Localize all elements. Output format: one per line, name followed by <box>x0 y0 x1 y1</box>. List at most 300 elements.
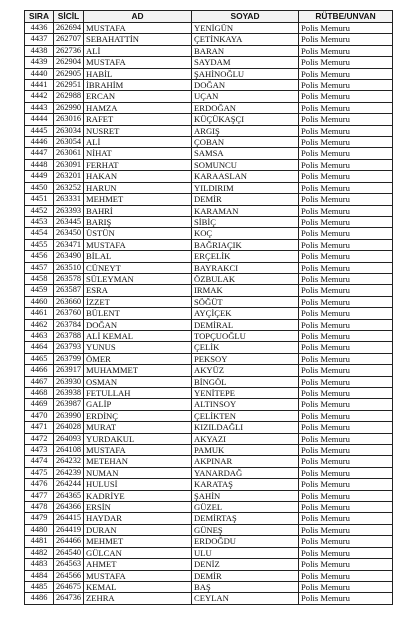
cell-rutbe: Polis Memuru <box>299 513 393 524</box>
cell-rutbe: Polis Memuru <box>299 57 393 68</box>
table-row <box>25 262 393 273</box>
cell-rutbe: Polis Memuru <box>299 125 393 136</box>
cell-ad: ERSİN <box>84 502 192 513</box>
cell-sicil: 264736 <box>54 593 84 604</box>
table-row <box>25 114 393 125</box>
cell-soyad: DEMİR <box>192 570 299 581</box>
cell-sicil: 263987 <box>54 399 84 410</box>
table-row <box>25 342 393 353</box>
cell-sira: 4472 <box>25 433 54 444</box>
table-row <box>25 456 393 467</box>
table-row <box>25 285 393 296</box>
cell-ad: METEHAN <box>84 456 192 467</box>
table-row <box>25 171 393 182</box>
cell-sicil: 263450 <box>54 228 84 239</box>
cell-rutbe: Polis Memuru <box>299 376 393 387</box>
cell-soyad: ULU <box>192 547 299 558</box>
cell-soyad: KIZILDAĞLI <box>192 422 299 433</box>
cell-sicil: 264108 <box>54 445 84 456</box>
cell-soyad: AKYÜZ <box>192 365 299 376</box>
cell-soyad: ALTINSOY <box>192 399 299 410</box>
cell-ad: BİLAL <box>84 251 192 262</box>
cell-sicil: 264365 <box>54 490 84 501</box>
cell-sira: 4460 <box>25 296 54 307</box>
cell-ad: İZZET <box>84 296 192 307</box>
cell-sira: 4476 <box>25 479 54 490</box>
cell-sira: 4462 <box>25 319 54 330</box>
cell-ad: CÜNEYT <box>84 262 192 273</box>
cell-soyad: SOMUNCU <box>192 159 299 170</box>
table-row <box>25 239 393 250</box>
cell-soyad: KARATAŞ <box>192 479 299 490</box>
cell-sira: 4448 <box>25 159 54 170</box>
cell-ad: AHMET <box>84 559 192 570</box>
cell-rutbe: Polis Memuru <box>299 216 393 227</box>
cell-ad: MUSTAFA <box>84 445 192 456</box>
cell-sicil: 264540 <box>54 547 84 558</box>
cell-rutbe: Polis Memuru <box>299 445 393 456</box>
cell-soyad: ÇELİKTEN <box>192 410 299 421</box>
cell-soyad: ÇELİK <box>192 342 299 353</box>
header-ad: AD <box>84 11 192 23</box>
cell-rutbe: Polis Memuru <box>299 570 393 581</box>
cell-rutbe: Polis Memuru <box>299 502 393 513</box>
cell-sira: 4485 <box>25 581 54 592</box>
cell-rutbe: Polis Memuru <box>299 319 393 330</box>
cell-rutbe: Polis Memuru <box>299 45 393 56</box>
cell-sicil: 264466 <box>54 536 84 547</box>
table-row <box>25 513 393 524</box>
cell-ad: NİHAT <box>84 148 192 159</box>
cell-soyad: AKPINAR <box>192 456 299 467</box>
cell-soyad: ÇOBAN <box>192 137 299 148</box>
cell-sicil: 263445 <box>54 216 84 227</box>
cell-ad: İBRAHİM <box>84 80 192 91</box>
cell-rutbe: Polis Memuru <box>299 205 393 216</box>
table-row <box>25 182 393 193</box>
table-row <box>25 467 393 478</box>
cell-ad: HULUSİ <box>84 479 192 490</box>
cell-ad: ALİ <box>84 137 192 148</box>
cell-sira: 4480 <box>25 524 54 535</box>
cell-soyad: ŞAHİNOĞLU <box>192 68 299 79</box>
cell-sicil: 263784 <box>54 319 84 330</box>
cell-sicil: 263061 <box>54 148 84 159</box>
cell-soyad: BAŞ <box>192 581 299 592</box>
cell-sicil: 263393 <box>54 205 84 216</box>
cell-soyad: BİNGÖL <box>192 376 299 387</box>
cell-ad: ÜSTÜN <box>84 228 192 239</box>
cell-ad: ALİ <box>84 45 192 56</box>
cell-soyad: BARAN <box>192 45 299 56</box>
cell-rutbe: Polis Memuru <box>299 422 393 433</box>
cell-ad: SEBAHATTİN <box>84 34 192 45</box>
cell-sira: 4461 <box>25 308 54 319</box>
cell-rutbe: Polis Memuru <box>299 251 393 262</box>
cell-ad: MUSTAFA <box>84 239 192 250</box>
cell-rutbe: Polis Memuru <box>299 388 393 399</box>
cell-ad: DURAN <box>84 524 192 535</box>
cell-sicil: 262736 <box>54 45 84 56</box>
cell-sira: 4440 <box>25 68 54 79</box>
cell-ad: ÖMER <box>84 353 192 364</box>
table-row <box>25 399 393 410</box>
cell-sicil: 264239 <box>54 467 84 478</box>
cell-ad: MURAT <box>84 422 192 433</box>
cell-soyad: AYÇİÇEK <box>192 308 299 319</box>
cell-ad: HAYDAR <box>84 513 192 524</box>
cell-sira: 4447 <box>25 148 54 159</box>
cell-soyad: SAYDAM <box>192 57 299 68</box>
cell-ad: HAMZA <box>84 102 192 113</box>
cell-rutbe: Polis Memuru <box>299 308 393 319</box>
cell-sicil: 263091 <box>54 159 84 170</box>
cell-rutbe: Polis Memuru <box>299 399 393 410</box>
cell-sicil: 262707 <box>54 34 84 45</box>
cell-soyad: TOPÇUOĞLU <box>192 330 299 341</box>
cell-sicil: 263793 <box>54 342 84 353</box>
cell-soyad: KÜÇÜKAŞÇI <box>192 114 299 125</box>
cell-sicil: 263917 <box>54 365 84 376</box>
table-row <box>25 319 393 330</box>
cell-ad: ESRA <box>84 285 192 296</box>
cell-soyad: SİBİÇ <box>192 216 299 227</box>
cell-ad: ERCAN <box>84 91 192 102</box>
cell-soyad: UÇAN <box>192 91 299 102</box>
personnel-table <box>24 10 393 605</box>
header-rutbe-unvan: RÜTBE/UNVAN <box>299 11 393 23</box>
table-row <box>25 353 393 364</box>
cell-soyad: YENİGÜN <box>192 23 299 34</box>
cell-soyad: SAMSA <box>192 148 299 159</box>
cell-ad: NUSRET <box>84 125 192 136</box>
cell-ad: ERDİNÇ <box>84 410 192 421</box>
cell-rutbe: Polis Memuru <box>299 593 393 604</box>
cell-sira: 4449 <box>25 171 54 182</box>
cell-rutbe: Polis Memuru <box>299 68 393 79</box>
cell-rutbe: Polis Memuru <box>299 80 393 91</box>
cell-sira: 4451 <box>25 194 54 205</box>
cell-rutbe: Polis Memuru <box>299 296 393 307</box>
cell-soyad: KARAMAN <box>192 205 299 216</box>
table-row <box>25 433 393 444</box>
cell-sicil: 263990 <box>54 410 84 421</box>
table-row <box>25 308 393 319</box>
table-row <box>25 490 393 501</box>
cell-ad: GÜLCAN <box>84 547 192 558</box>
cell-sicil: 263578 <box>54 273 84 284</box>
table-row <box>25 330 393 341</box>
cell-ad: YURDAKUL <box>84 433 192 444</box>
cell-ad: BARIŞ <box>84 216 192 227</box>
cell-soyad: ÖZBULAK <box>192 273 299 284</box>
table-row <box>25 570 393 581</box>
cell-sira: 4441 <box>25 80 54 91</box>
table-row <box>25 205 393 216</box>
cell-ad: HAKAN <box>84 171 192 182</box>
cell-sira: 4482 <box>25 547 54 558</box>
cell-sira: 4475 <box>25 467 54 478</box>
cell-sira: 4469 <box>25 399 54 410</box>
cell-sira: 4470 <box>25 410 54 421</box>
cell-rutbe: Polis Memuru <box>299 559 393 570</box>
cell-sira: 4467 <box>25 376 54 387</box>
cell-sira: 4477 <box>25 490 54 501</box>
table-row <box>25 80 393 91</box>
cell-sira: 4450 <box>25 182 54 193</box>
table-row <box>25 445 393 456</box>
cell-sira: 4471 <box>25 422 54 433</box>
cell-soyad: KOÇ <box>192 228 299 239</box>
cell-sicil: 264366 <box>54 502 84 513</box>
cell-rutbe: Polis Memuru <box>299 342 393 353</box>
cell-sicil: 263471 <box>54 239 84 250</box>
table-row <box>25 194 393 205</box>
cell-sira: 4454 <box>25 228 54 239</box>
cell-sicil: 262905 <box>54 68 84 79</box>
header-sicil: SİCİL <box>54 11 84 23</box>
table-row <box>25 216 393 227</box>
cell-sira: 4438 <box>25 45 54 56</box>
cell-sira: 4486 <box>25 593 54 604</box>
cell-soyad: PAMUK <box>192 445 299 456</box>
cell-sicil: 262988 <box>54 91 84 102</box>
cell-rutbe: Polis Memuru <box>299 148 393 159</box>
cell-rutbe: Polis Memuru <box>299 102 393 113</box>
cell-sicil: 263331 <box>54 194 84 205</box>
cell-soyad: ÇETİNKAYA <box>192 34 299 45</box>
cell-sicil: 263054 <box>54 137 84 148</box>
cell-soyad: DENİZ <box>192 559 299 570</box>
cell-sira: 4453 <box>25 216 54 227</box>
cell-sira: 4455 <box>25 239 54 250</box>
cell-ad: KADRİYE <box>84 490 192 501</box>
cell-rutbe: Polis Memuru <box>299 23 393 34</box>
cell-soyad: YILDIRIM <box>192 182 299 193</box>
cell-soyad: DEMİR <box>192 194 299 205</box>
cell-sira: 4465 <box>25 353 54 364</box>
cell-sira: 4452 <box>25 205 54 216</box>
cell-sira: 4445 <box>25 125 54 136</box>
cell-ad: MUSTAFA <box>84 57 192 68</box>
cell-soyad: ARGIŞ <box>192 125 299 136</box>
cell-soyad: DOĞAN <box>192 80 299 91</box>
cell-rutbe: Polis Memuru <box>299 239 393 250</box>
cell-sicil: 264415 <box>54 513 84 524</box>
cell-rutbe: Polis Memuru <box>299 34 393 45</box>
cell-soyad: CEYLAN <box>192 593 299 604</box>
cell-sicil: 262990 <box>54 102 84 113</box>
table-row <box>25 91 393 102</box>
cell-soyad: KARAASLAN <box>192 171 299 182</box>
table-row <box>25 422 393 433</box>
cell-sira: 4468 <box>25 388 54 399</box>
cell-soyad: DEMİRTAŞ <box>192 513 299 524</box>
table-row <box>25 34 393 45</box>
cell-sira: 4464 <box>25 342 54 353</box>
cell-rutbe: Polis Memuru <box>299 273 393 284</box>
cell-ad: MUSTAFA <box>84 570 192 581</box>
cell-sicil: 263799 <box>54 353 84 364</box>
cell-ad: HABİL <box>84 68 192 79</box>
cell-sicil: 262951 <box>54 80 84 91</box>
cell-soyad: YENİTEPE <box>192 388 299 399</box>
cell-soyad: PEKSOY <box>192 353 299 364</box>
cell-ad: MUSTAFA <box>84 23 192 34</box>
cell-sicil: 263930 <box>54 376 84 387</box>
cell-soyad: GÜZEL <box>192 502 299 513</box>
cell-sira: 4457 <box>25 262 54 273</box>
cell-ad: MEHMET <box>84 194 192 205</box>
cell-sira: 4479 <box>25 513 54 524</box>
table-row <box>25 547 393 558</box>
cell-ad: BAHRİ <box>84 205 192 216</box>
cell-sicil: 263252 <box>54 182 84 193</box>
cell-sicil: 264093 <box>54 433 84 444</box>
cell-sira: 4481 <box>25 536 54 547</box>
cell-rutbe: Polis Memuru <box>299 91 393 102</box>
table-row <box>25 524 393 535</box>
cell-sicil: 263760 <box>54 308 84 319</box>
cell-sicil: 263788 <box>54 330 84 341</box>
cell-sira: 4473 <box>25 445 54 456</box>
cell-sicil: 264566 <box>54 570 84 581</box>
table-row <box>25 593 393 604</box>
table-row <box>25 137 393 148</box>
cell-sicil: 263510 <box>54 262 84 273</box>
cell-sira: 4459 <box>25 285 54 296</box>
cell-rutbe: Polis Memuru <box>299 262 393 273</box>
cell-sira: 4463 <box>25 330 54 341</box>
table-row <box>25 57 393 68</box>
cell-sira: 4439 <box>25 57 54 68</box>
cell-sicil: 262904 <box>54 57 84 68</box>
cell-ad: ALİ KEMAL <box>84 330 192 341</box>
header-sira: SIRA <box>25 11 54 23</box>
cell-soyad: ERDOĞAN <box>192 102 299 113</box>
cell-ad: ZEHRA <box>84 593 192 604</box>
header-soyad: SOYAD <box>192 11 299 23</box>
cell-ad: FERHAT <box>84 159 192 170</box>
cell-sira: 4442 <box>25 91 54 102</box>
cell-ad: FETULLAH <box>84 388 192 399</box>
cell-sicil: 263034 <box>54 125 84 136</box>
cell-sira: 4483 <box>25 559 54 570</box>
table-row <box>25 251 393 262</box>
cell-rutbe: Polis Memuru <box>299 182 393 193</box>
cell-sira: 4466 <box>25 365 54 376</box>
table-row <box>25 45 393 56</box>
table-row <box>25 296 393 307</box>
cell-soyad: AKYAZI <box>192 433 299 444</box>
cell-sira: 4456 <box>25 251 54 262</box>
table-row <box>25 148 393 159</box>
cell-sira: 4437 <box>25 34 54 45</box>
table-row <box>25 125 393 136</box>
cell-sira: 4446 <box>25 137 54 148</box>
cell-ad: MEHMET <box>84 536 192 547</box>
cell-sira: 4484 <box>25 570 54 581</box>
cell-rutbe: Polis Memuru <box>299 365 393 376</box>
cell-ad: SÜLEYMAN <box>84 273 192 284</box>
table-row <box>25 102 393 113</box>
cell-sicil: 264028 <box>54 422 84 433</box>
table-row <box>25 273 393 284</box>
table-row <box>25 559 393 570</box>
table-body <box>25 23 393 605</box>
cell-rutbe: Polis Memuru <box>299 524 393 535</box>
table-row <box>25 388 393 399</box>
table-header-row <box>25 11 393 23</box>
cell-ad: DOĞAN <box>84 319 192 330</box>
cell-rutbe: Polis Memuru <box>299 137 393 148</box>
cell-rutbe: Polis Memuru <box>299 490 393 501</box>
cell-soyad: IRMAK <box>192 285 299 296</box>
cell-sicil: 264244 <box>54 479 84 490</box>
cell-sicil: 263660 <box>54 296 84 307</box>
cell-ad: MUHAMMET <box>84 365 192 376</box>
table-row <box>25 479 393 490</box>
table-row <box>25 159 393 170</box>
cell-rutbe: Polis Memuru <box>299 114 393 125</box>
cell-rutbe: Polis Memuru <box>299 285 393 296</box>
cell-rutbe: Polis Memuru <box>299 547 393 558</box>
cell-ad: KEMAL <box>84 581 192 592</box>
cell-ad: BÜLENT <box>84 308 192 319</box>
table-row <box>25 23 393 34</box>
cell-soyad: BAYRAKCI <box>192 262 299 273</box>
table-row <box>25 502 393 513</box>
cell-rutbe: Polis Memuru <box>299 456 393 467</box>
cell-soyad: SÖĞÜT <box>192 296 299 307</box>
cell-sicil: 263587 <box>54 285 84 296</box>
cell-rutbe: Polis Memuru <box>299 194 393 205</box>
cell-rutbe: Polis Memuru <box>299 581 393 592</box>
cell-soyad: ERÇELİK <box>192 251 299 262</box>
cell-sicil: 263016 <box>54 114 84 125</box>
cell-ad: OSMAN <box>84 376 192 387</box>
cell-rutbe: Polis Memuru <box>299 228 393 239</box>
cell-sira: 4474 <box>25 456 54 467</box>
cell-ad: HARUN <box>84 182 192 193</box>
cell-soyad: ERDOĞDU <box>192 536 299 547</box>
cell-rutbe: Polis Memuru <box>299 159 393 170</box>
table-row <box>25 410 393 421</box>
cell-sicil: 264563 <box>54 559 84 570</box>
cell-soyad: BAĞRIAÇIK <box>192 239 299 250</box>
cell-soyad: YANARDAĞ <box>192 467 299 478</box>
cell-sicil: 264675 <box>54 581 84 592</box>
cell-sicil: 263201 <box>54 171 84 182</box>
cell-sira: 4444 <box>25 114 54 125</box>
cell-rutbe: Polis Memuru <box>299 433 393 444</box>
table-row <box>25 228 393 239</box>
cell-ad: NUMAN <box>84 467 192 478</box>
cell-rutbe: Polis Memuru <box>299 171 393 182</box>
cell-soyad: ŞAHİN <box>192 490 299 501</box>
cell-soyad: GÜNEŞ <box>192 524 299 535</box>
cell-rutbe: Polis Memuru <box>299 467 393 478</box>
table-row <box>25 365 393 376</box>
cell-sira: 4478 <box>25 502 54 513</box>
cell-rutbe: Polis Memuru <box>299 479 393 490</box>
cell-sicil: 262694 <box>54 23 84 34</box>
cell-rutbe: Polis Memuru <box>299 353 393 364</box>
cell-ad: RAFET <box>84 114 192 125</box>
cell-ad: GALİP <box>84 399 192 410</box>
table-row <box>25 581 393 592</box>
cell-soyad: DEMİRAL <box>192 319 299 330</box>
